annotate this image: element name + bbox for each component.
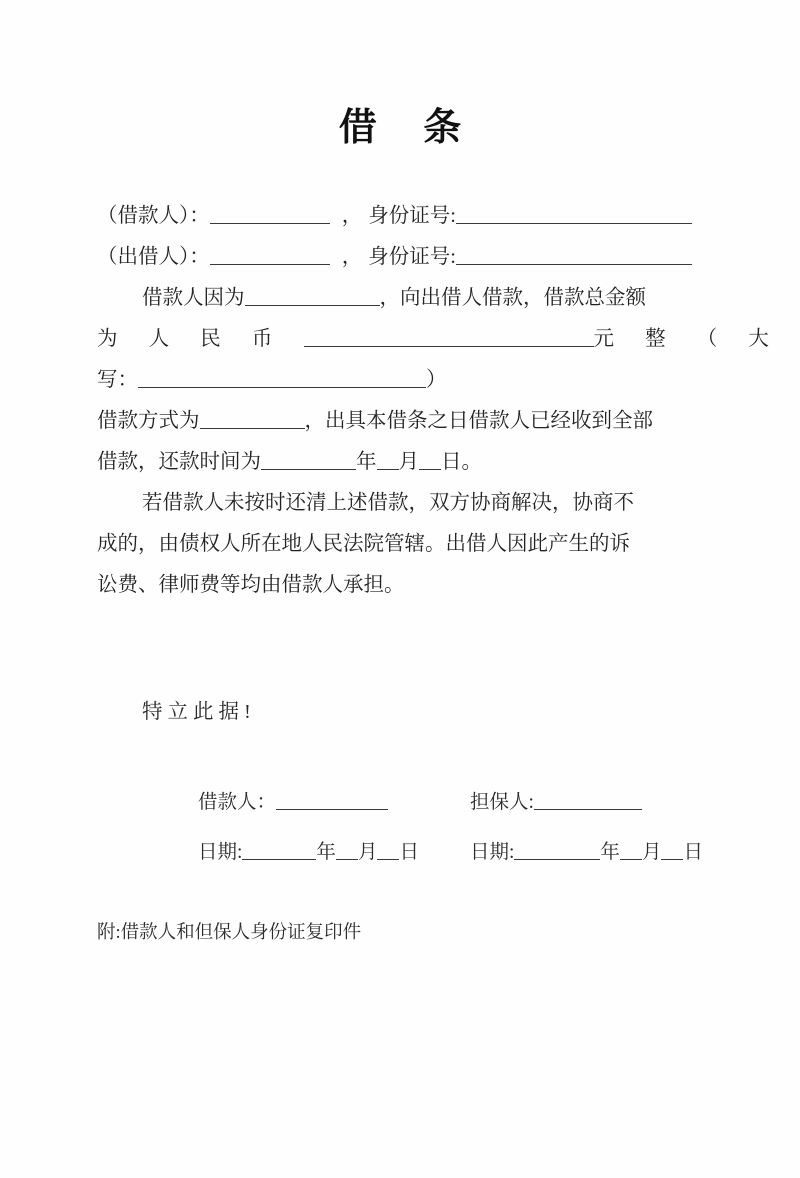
guarantor-date-year-label: 年 — [600, 842, 620, 863]
guarantor-date-label: 日期: — [470, 842, 515, 863]
dispute-clause-line-1 — [97, 483, 701, 524]
borrower-date-day-field[interactable] — [377, 840, 399, 860]
signature-date-row — [198, 836, 703, 864]
loan-amount-field[interactable] — [304, 327, 594, 347]
lender-party-line — [97, 237, 701, 278]
page-title: 借 条 — [338, 107, 480, 149]
declaration-text: 特立此据! — [142, 701, 256, 723]
dispute-clause-paragraph — [97, 483, 701, 606]
loan-reason-line — [97, 278, 701, 319]
repayment-month-label: 月 — [398, 451, 419, 473]
repayment-day-field[interactable] — [419, 450, 441, 470]
guarantor-date-day-field[interactable] — [661, 840, 683, 860]
loan-reason-suffix: ，向出借人借款，借款总金额 — [379, 287, 646, 309]
guarantor-signature-label: 担保人: — [470, 792, 534, 813]
amount-suffix: 元 整 （ 大 — [593, 328, 782, 350]
signature-block — [198, 786, 703, 864]
repayment-date-prefix: 借款，还款时间为 — [97, 451, 261, 473]
guarantor-date-cell — [470, 836, 703, 864]
loan-amount-paragraph — [97, 278, 782, 401]
repayment-year-field[interactable] — [261, 450, 356, 470]
borrower-id-field[interactable] — [456, 204, 692, 224]
borrower-date-cell — [198, 836, 470, 864]
dispute-clause-line-2 — [97, 524, 701, 565]
currency-label: 为 人 民 币 — [97, 328, 304, 350]
borrower-label: （借款人）： — [97, 205, 210, 227]
amount-words-close-paren: ） — [426, 369, 447, 391]
loan-amount-line — [97, 319, 782, 360]
signature-name-row — [198, 786, 703, 814]
borrower-signature-label: 借款人： — [198, 792, 277, 813]
lender-id-label: 身份证号: — [368, 246, 456, 268]
borrower-signature-field[interactable] — [276, 790, 388, 810]
loan-reason-field[interactable] — [245, 286, 380, 306]
amount-in-words-field[interactable] — [138, 368, 426, 388]
dispute-clause-line-3 — [97, 565, 701, 606]
dispute-clause-text-2: 成的，由债权人所在地人民法院管辖。出借人因此产生的诉 — [97, 533, 630, 555]
guarantor-date-year-field[interactable] — [514, 840, 600, 860]
guarantor-date-day-label: 日 — [683, 842, 703, 863]
guarantor-date-month-field[interactable] — [620, 840, 642, 860]
borrower-date-month-field[interactable] — [336, 840, 358, 860]
attachment-note: 附:借款人和但保人身份证复印件 — [97, 923, 362, 943]
loan-method-line — [97, 401, 701, 442]
separator-comma-borrower: ， — [341, 205, 363, 227]
borrower-date-year-label: 年 — [316, 842, 336, 863]
guarantor-signature-field[interactable] — [534, 790, 642, 810]
amount-in-words-line — [97, 360, 701, 401]
borrower-date-month-label: 月 — [357, 842, 378, 863]
borrower-date-year-field[interactable] — [242, 840, 316, 860]
repayment-day-label: 日。 — [441, 451, 482, 473]
repayment-year-label: 年 — [356, 451, 377, 473]
loan-reason-prefix: 借款人因为 — [142, 287, 245, 309]
borrower-signature-cell — [198, 786, 470, 814]
loan-method-suffix: ，出具本借条之日借款人已经收到全部 — [304, 410, 653, 432]
lender-label: （出借人）： — [97, 246, 210, 268]
lender-name-field[interactable] — [210, 245, 330, 265]
repayment-month-field[interactable] — [377, 450, 399, 470]
lender-id-field[interactable] — [456, 245, 692, 265]
loan-method-field[interactable] — [200, 409, 305, 429]
document-body — [97, 196, 782, 606]
loan-method-prefix: 借款方式为 — [97, 410, 200, 432]
guarantor-date-month-label: 月 — [641, 842, 662, 863]
borrower-party-line — [97, 196, 701, 237]
separator-comma-lender: ， — [341, 246, 363, 268]
repayment-date-line — [97, 442, 701, 483]
loan-method-paragraph — [97, 401, 701, 483]
amount-words-label: 写： — [97, 369, 138, 391]
dispute-clause-text-1: 若借款人未按时还清上述借款，双方协商解决，协商不 — [142, 492, 634, 514]
borrower-date-day-label: 日 — [399, 842, 419, 863]
borrower-date-label: 日期: — [198, 842, 243, 863]
borrower-name-field[interactable] — [210, 204, 330, 224]
dispute-clause-text-3: 讼费、律师费等均由借款人承担。 — [97, 574, 405, 596]
borrower-id-label: 身份证号: — [368, 205, 456, 227]
guarantor-signature-cell — [470, 786, 703, 814]
